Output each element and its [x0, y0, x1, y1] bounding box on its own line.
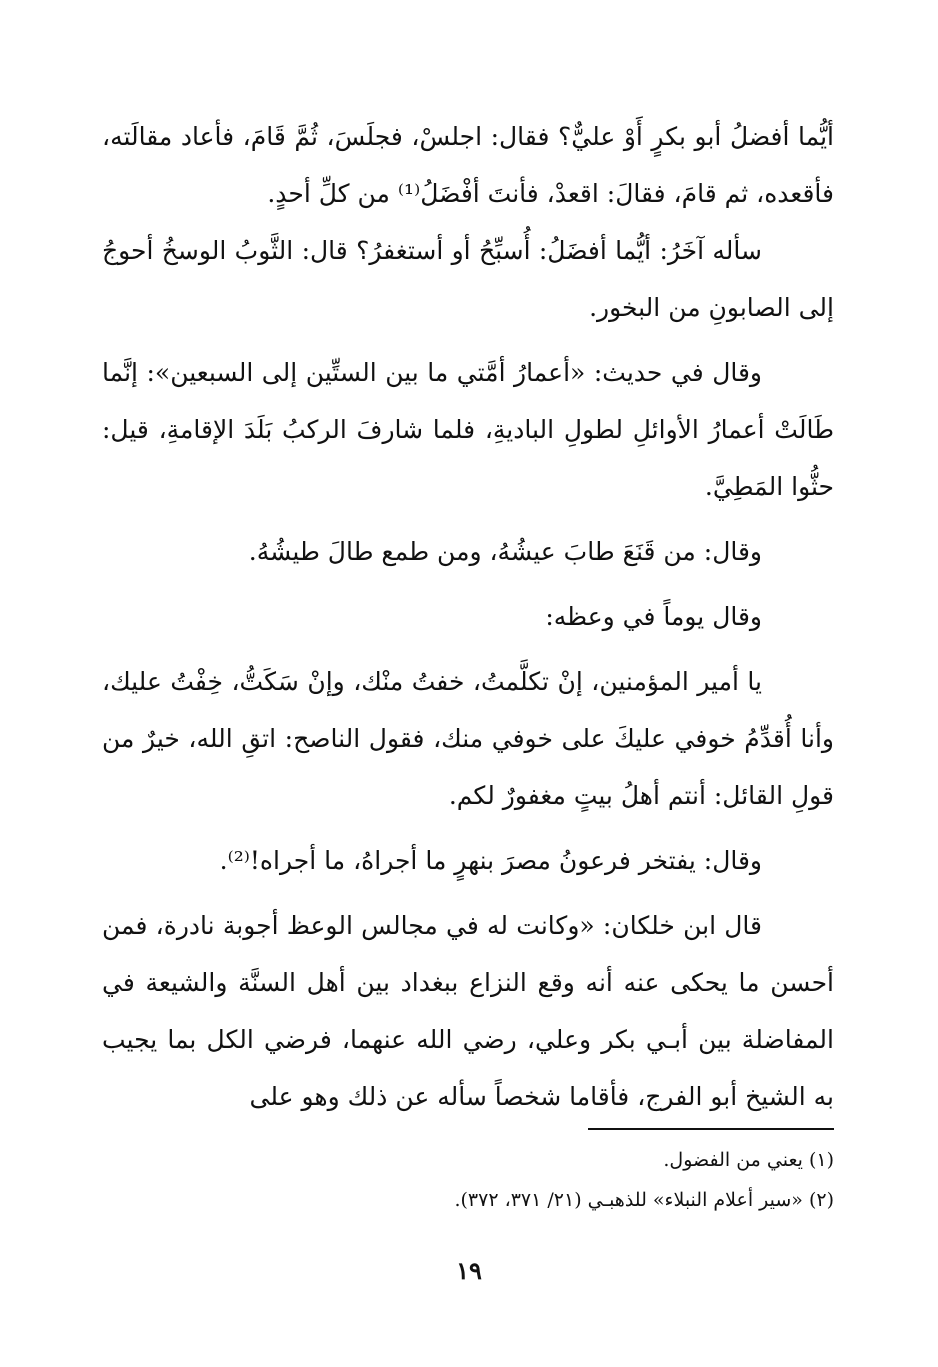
footnote-divider	[588, 1128, 834, 1130]
page-number: ١٩	[456, 1256, 482, 1285]
footnote-1: (١) يعني من الفضول.	[663, 1149, 834, 1171]
paragraph-3: وقال في حديث: «أعمارُ أمَّتي ما بين الستِّين إلى السبعين»: إنَّما طَالَتْ أعمارُ الأوائلِ لطولِ الباديةِ، فلما شارفَ الركبُ بَلَدَ الإقامةِ، قيل: حثُّوا المَطِيَّ.	[102, 358, 834, 501]
paragraph-7: وقال: يفتخر فرعونُ مصرَ بنهرٍ ما أجراهُ، ما أجراه!⁽²⁾.	[219, 846, 762, 875]
paragraph-4: وقال: من قَنَعَ طابَ عيشُهُ، ومن طمع طالَ طيشُهُ.	[248, 537, 762, 566]
paragraph-5: وقال يوماً في وعظه:	[545, 602, 762, 631]
paragraph-1: أيُّما أفضلُ أبو بكرٍ أَوْ عليٌّ؟ فقال: اجلسْ، فجلَسَ، ثُمَّ قَامَ، فأعاد مقالَته، فأقعده، ثم قامَ، فقالَ: اقعدْ، فأنتَ أفْضَلُ⁽¹⁾ من كلِّ أحدٍ.	[102, 122, 834, 208]
paragraph-6: يا أمير المؤمنين، إنْ تكلَّمتُ، خفتُ منْك، وإنْ سَكَتُّ، خِفْتُ عليك، وأنا أُقدِّمُ خوفي عليكَ على خوفي منك، فقول الناصح: اتقِ الله، خيرٌ من قولِ القائل: أنتم أهلُ بيتٍ مغفورٌ لكم.	[102, 667, 834, 810]
footnote-2: (٢) «سير أعلام النبلاء» للذهبـي (٢١/ ٣٧١، ٣٧٢).	[454, 1189, 834, 1211]
paragraph-8: قال ابن خلكان: «وكانت له في مجالس الوعظ أجوبة نادرة، فمن أحسن ما يحكى عنه أنه وقع النزاع ببغداد بين أهل السنَّة والشيعة في المفاضلة بين أبـي بكر وعلي، رضي الله عنهما، فرضي الكل بما يجيب به الشيخ أبو الفرج، فأقاما شخصاً سأله عن ذلك وهو على	[102, 911, 834, 1111]
paragraph-2: سأله آخَرُ: أيُّما أفضَلُ: أُسبِّحُ أو أستغفرُ؟ قال: الثَّوبُ الوسخُ أحوجُ إلى الصابونِ من البخور.	[102, 236, 834, 322]
footnotes	[102, 1128, 834, 1220]
page-body	[102, 108, 834, 1125]
